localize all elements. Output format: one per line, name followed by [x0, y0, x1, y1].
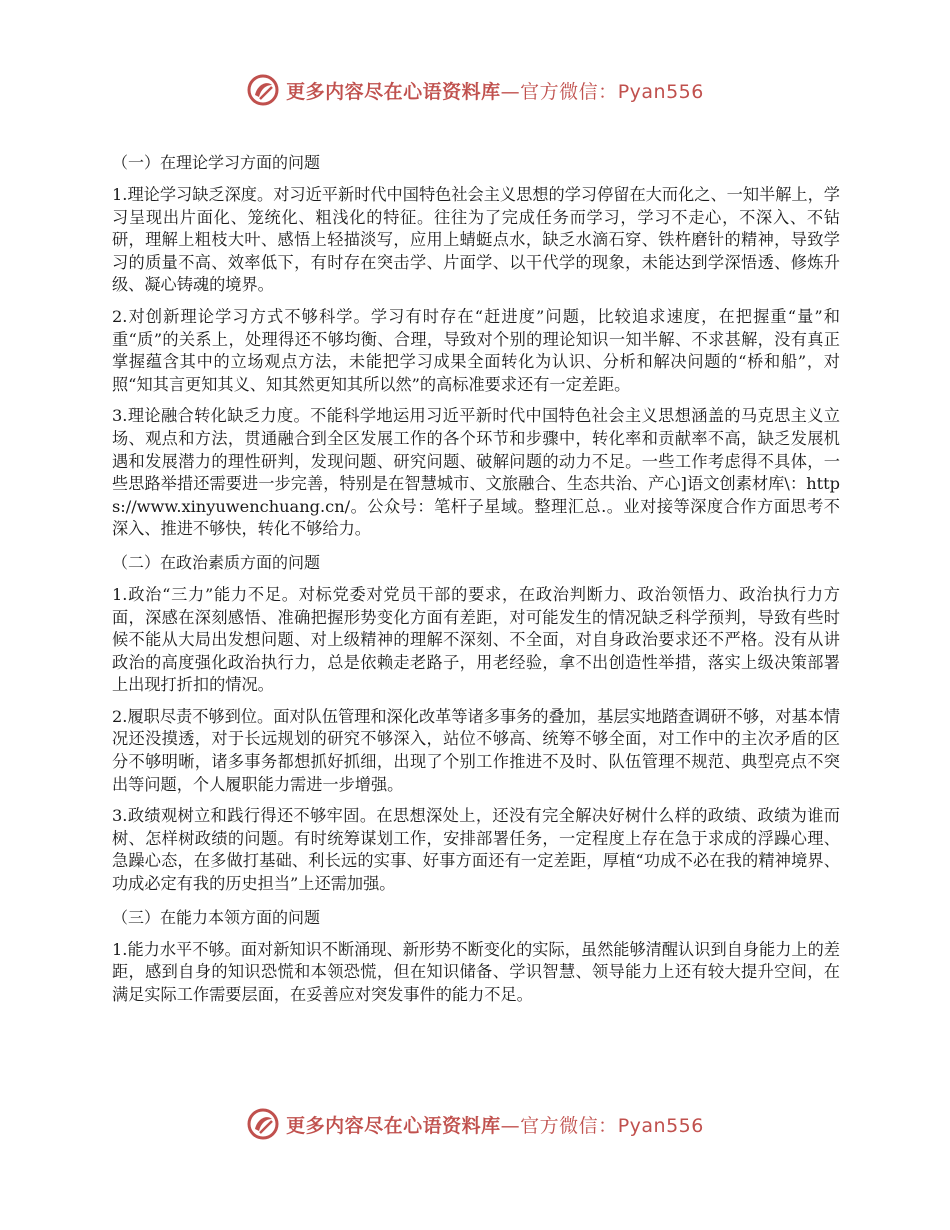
section-heading: （二）在政治素质方面的问题 [112, 552, 321, 572]
paragraph: 2.履职尽责不够到位。面对队伍管理和深化改革等诸多事务的叠加，基层实地踏查调研不够，对基本情况还没摸透，对于长远规划的研究不够深入，站位不够高、统筹不够全面，对工作中的主次矛盾的区分不够明晰，诸多事务都想抓好抓细，出现了个别工作推进不及时、队伍管理不规范、典型亮点不突出等问题，个人履职能力需进一步增强。 [112, 706, 840, 794]
paragraph: 2.对创新理论学习方式不够科学。学习有时存在“赶进度”问题，比较追求速度，在把握重“量”和重“质”的关系上，处理得还不够均衡、合理，导致对个别的理论知识一知半解、不求甚解，没有真正掌握蕴含其中的立场观点方法，未能把学习成果全面转化为认识、分析和解决问题的“桥和船”，对照“知其言更知其义、知其然更知其所以然”的高标准要求还有一定差距。 [112, 306, 840, 394]
paragraph: 1.政治“三力”能力不足。对标党委对党员干部的要求，在政治判断力、政治领悟力、政治执行力方面，深感在深刻感悟、准确把握形势变化方面有差距，对可能发生的情况缺乏科学预判，导致有些时候不能从大局出发想问题、对上级精神的理解不深刻、不全面，对自身政治要求还不严格。没有从讲政治的高度强化政治执行力，总是依赖走老路子，用老经验，拿不出创造性举措，落实上级决策部署上出现打折扣的情况。 [112, 584, 840, 695]
section-heading: （一）在理论学习方面的问题 [112, 153, 321, 172]
logo-icon [246, 73, 280, 107]
logo-icon [246, 1107, 280, 1141]
footer-banner [0, 1104, 950, 1144]
paragraph: 3.理论融合转化缺乏力度。不能科学地运用习近平新时代中国特色社会主义思想涵盖的马克思主义立场、观点和方法，贯通融合到全区发展工作的各个环节和步骤中，转化率和贡献率不高，缺乏发展机遇和发展潜力的理性研判，发现问题、研究问题、破解问题的动力不足。一些工作考虑得不具体，一些思路举措还需要进一步完善，特别是在智慧城市、文旅融合、生态共治、产心]语文创素材库\：https://www.xinyuwenchuang.cn/。公众号：笔杆子星域。整理汇总.。业对接等深度合作方面思考不深入、推进不够快，转化不够给力。 [112, 406, 840, 539]
section [112, 550, 840, 896]
section [112, 150, 840, 541]
document-body [112, 150, 840, 1015]
paragraph: 1.理论学习缺乏深度。对习近平新时代中国特色社会主义思想的学习停留在大而化之、一知半解上，学习呈现出片面化、笼统化、粗浅化的特征。往往为了完成任务而学习，学习不走心，不深入、不钻研，理解上粗枝大叶、感悟上轻描淡写，应用上蜻蜓点水，缺乏水滴石穿、铁杵磨针的精神，导致学习的质量不高、效率低下，有时存在突击学、片面学、以干代学的现象，未能达到学深悟透、修炼升级、凝心铸魂的境界。 [112, 185, 840, 295]
section-heading: （三）在能力本领方面的问题 [112, 907, 321, 927]
paragraph: 3.政绩观树立和践行得还不够牢固。在思想深处上，还没有完全解决好树什么样的政绩、政绩为谁而树、怎样树政绩的问题。有时统筹谋划工作，安排部署任务，一定程度上存在急于求成的浮躁心理、急躁心态，在多做打基础、利长远的实事、好事方面还有一定差距，厚植“功成不必在我的精神境界、功成必定有我的历史担当”上还需加强。 [112, 806, 840, 894]
paragraph: 1.能力水平不够。面对新知识不断涌现、新形势不断变化的实际，虽然能够清醒认识到自身能力上的差距，感到自身的知识恐慌和本领恐慌，但在知识储备、学识智慧、领导能力上还有较大提升空间，在满足实际工作需要层面，在妥善应对突发事件的能力不足。 [112, 939, 840, 1004]
header-banner [0, 70, 950, 110]
banner-text: 更多内容尽在心语资料库—官方微信：Pyan556 [286, 1114, 704, 1137]
section [112, 905, 840, 1007]
banner-text: 更多内容尽在心语资料库—官方微信：Pyan556 [286, 80, 704, 103]
